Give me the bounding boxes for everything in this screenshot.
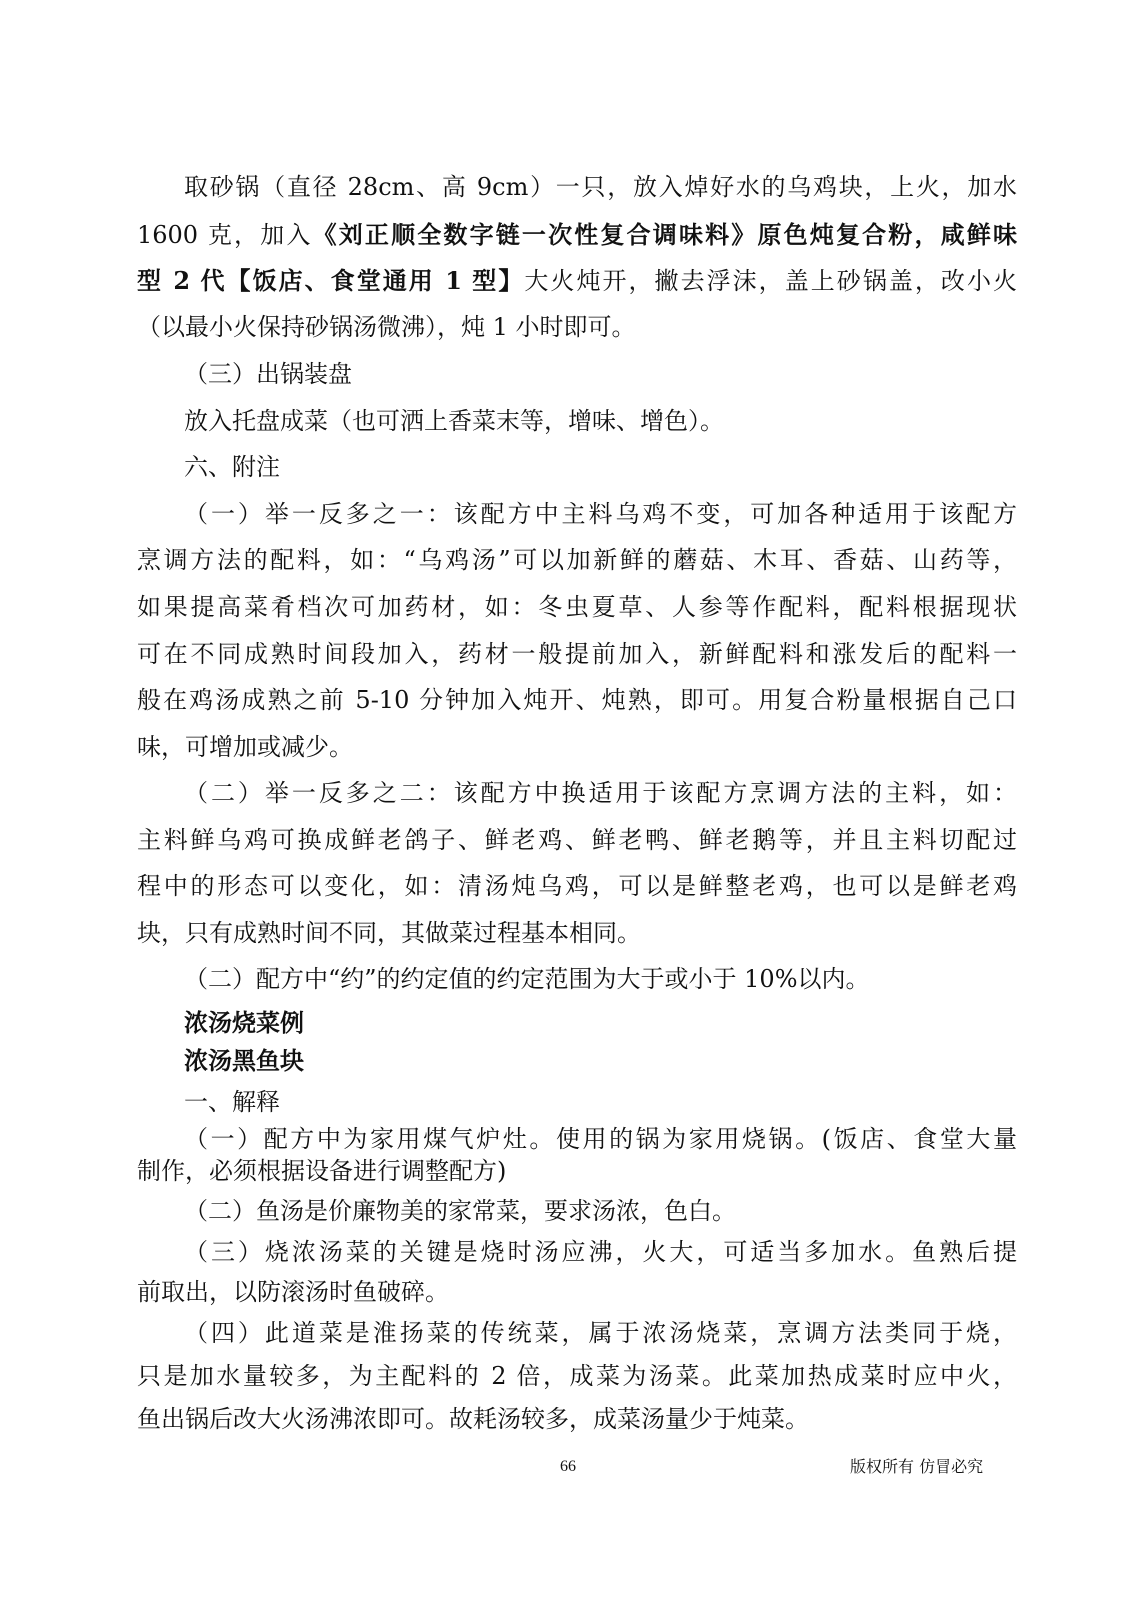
body-text-line: 主料鲜乌鸡可换成鲜老鸽子、鲜老鸡、鲜老鸭、鲜老鹅等，并且主料切配过	[137, 826, 1017, 854]
body-text-line: （四）此道菜是淮扬菜的传统菜，属于浓汤烧菜，烹调方法类同于烧，	[184, 1319, 1017, 1347]
body-text-line: （以最小火保持砂锅汤微沸），炖 1 小时即可。	[137, 313, 636, 341]
section-heading: 一、解释	[184, 1088, 280, 1116]
body-text-line: 程中的形态可以变化，如：清汤炖乌鸡，可以是鲜整老鸡，也可以是鲜老鸡	[137, 872, 1017, 900]
body-text-line: 烹调方法的配料，如：“乌鸡汤”可以加新鲜的蘑菇、木耳、香菇、山药等，	[137, 546, 1017, 574]
body-text-line: （二）鱼汤是价廉物美的家常菜，要求汤浓，色白。	[184, 1197, 736, 1225]
body-text-line: 鱼出锅后改大火汤沸浓即可。故耗汤较多，成菜汤量少于炖菜。	[137, 1405, 809, 1433]
body-text-line: 可在不同成熟时间段加入，药材一般提前加入，新鲜配料和涨发后的配料一	[137, 640, 1017, 668]
body-text-line: 如果提高菜肴档次可加药材，如：冬虫夏草、人参等作配料，配料根据现状	[137, 593, 1017, 621]
text-run: 大火炖开，撇去浮沫，盖上砂锅盖，改小火	[524, 267, 1017, 295]
body-text-line	[137, 220, 1017, 250]
body-text-line: 制作，必须根据设备进行调整配方)	[137, 1157, 507, 1185]
body-text-line: 前取出，以防滚汤时鱼破碎。	[137, 1278, 449, 1306]
page-number: 66	[560, 1458, 576, 1475]
body-text-line: 般在鸡汤成熟之前 5-10 分钟加入炖开、炖熟，即可。用复合粉量根据自己口	[137, 686, 1017, 714]
copyright-notice: 版权所有 仿冒必究	[850, 1457, 984, 1476]
category-heading: 浓汤烧菜例	[184, 1008, 304, 1037]
recipe-title: 浓汤黑鱼块	[184, 1046, 304, 1075]
body-text-line: （二）配方中“约”的约定值的约定范围为大于或小于 10%以内。	[184, 965, 870, 993]
body-text-line: 味，可增加或减少。	[137, 733, 353, 761]
subsection-heading: （三）出锅装盘	[184, 360, 352, 388]
body-text-line: （三）烧浓汤菜的关键是烧时汤应沸，火大，可适当多加水。鱼熟后提	[184, 1238, 1017, 1266]
body-text-line: 只是加水量较多，为主配料的 2 倍，成菜为汤菜。此菜加热成菜时应中火，	[137, 1362, 1017, 1390]
body-text-line: 块，只有成熟时间不同，其做菜过程基本相同。	[137, 919, 641, 947]
product-type-bold: 型 2 代【饭店、食堂通用 1 型】	[137, 266, 525, 295]
text-run: 1600 克，加入	[137, 221, 313, 249]
product-name-bold: 《刘正顺全数字链一次性复合调味料》原色炖复合粉，咸鲜味	[312, 220, 1017, 249]
section-heading: 六、附注	[184, 453, 280, 481]
body-text-line	[137, 266, 1017, 296]
body-text-line: 取砂锅（直径 28cm、高 9cm）一只，放入焯好水的乌鸡块，上火，加水	[184, 173, 1017, 201]
body-text-line: （一）配方中为家用煤气炉灶。使用的锅为家用烧锅。(饭店、食堂大量	[184, 1125, 1017, 1153]
body-text-line: （一）举一反多之一：该配方中主料乌鸡不变，可加各种适用于该配方	[184, 500, 1017, 528]
body-text-line: （二）举一反多之二：该配方中换适用于该配方烹调方法的主料，如：	[184, 779, 1017, 807]
body-text-line: 放入托盘成菜（也可洒上香菜末等，增味、增色）。	[184, 407, 724, 435]
